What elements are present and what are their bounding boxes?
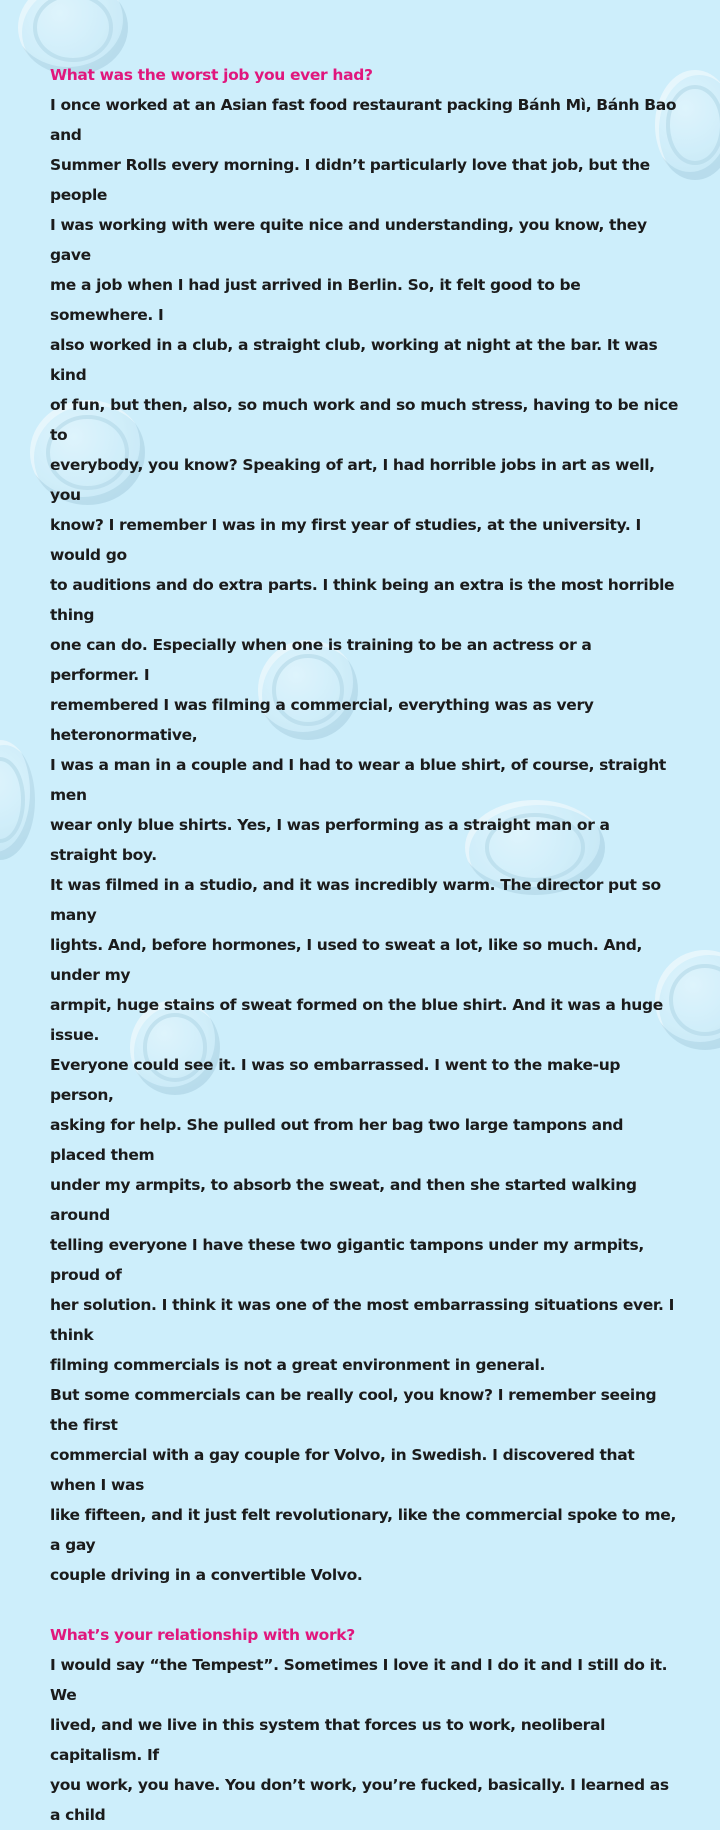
question-heading: What was the worst job you ever had? — [50, 66, 373, 84]
section-worst-job — [50, 60, 680, 1590]
section-spacer — [50, 1590, 680, 1620]
question-heading: What’s your relationship with work? — [50, 1626, 355, 1644]
answer-paragraph: I once worked at an Asian fast food restaurant packing Bánh Mì, Bánh Bao and Summer Rolls every morning. I didn’t particularly love that job, but the people I was working with were quite nice and understanding, you know, they gave me a job when I had just arrived in Berlin. So, it felt good to be somewhere. I also worked in a club, a straight club, working at night at the bar. It was kind of fun, but then, also, so much work and so much stress, having to be nice to everybody, you know? Speaking of art, I had horrible jobs in art as well, you know? I remember I was in my first year of studies, at the university. I would go to auditions and do extra parts. I think being an extra is the most horrible thing one can do. Especially when one is training to be an actress or a performer. I remembered I was filming a commercial, everything was as very heteronormative, I was a man in a couple and I had to wear a blue shirt, of course, straight men wear only blue shirts. Yes, I was performing as a straight man or a straight boy. It was filmed in a studio, and it was incredibly warm. The director put so many lights. And, before hormones, I used to sweat a lot, like so much. And, under my armpit, huge stains of sweat formed on the blue shirt. And it was a huge issue. Everyone could see it. I was so embarrassed. I went to the make-up person, asking for help. She pulled out from her bag two large tampons and placed them under my armpits, to absorb the sweat, and then she started walking around telling everyone I have these two gigantic tampons under my armpits, proud of her solution. I think it was one of the most embarrassing situations ever. I think filming commercials is not a great environment in general. — [50, 96, 679, 1374]
interview-text — [50, 60, 680, 1830]
euro-coin-icon — [0, 740, 35, 860]
section-relationship-with-work — [50, 1620, 680, 1830]
answer-paragraph: But some commercials can be really cool, you know? I remember seeing the first commercial with a gay couple for Volvo, in Swedish. I discovered that when I was like fifteen, and it just felt revolutionary, like the commercial spoke to me, a gay couple driving in a convertible Volvo. — [50, 1386, 677, 1584]
answer-paragraph: I would say “the Tempest”. Sometimes I love it and I do it and I still do it. We lived, and we live in this system that forces us to work, neoliberal capitalism. If you work, you have. You don’t work, you’re fucked, basically. I learned as a child — [50, 1656, 669, 1824]
